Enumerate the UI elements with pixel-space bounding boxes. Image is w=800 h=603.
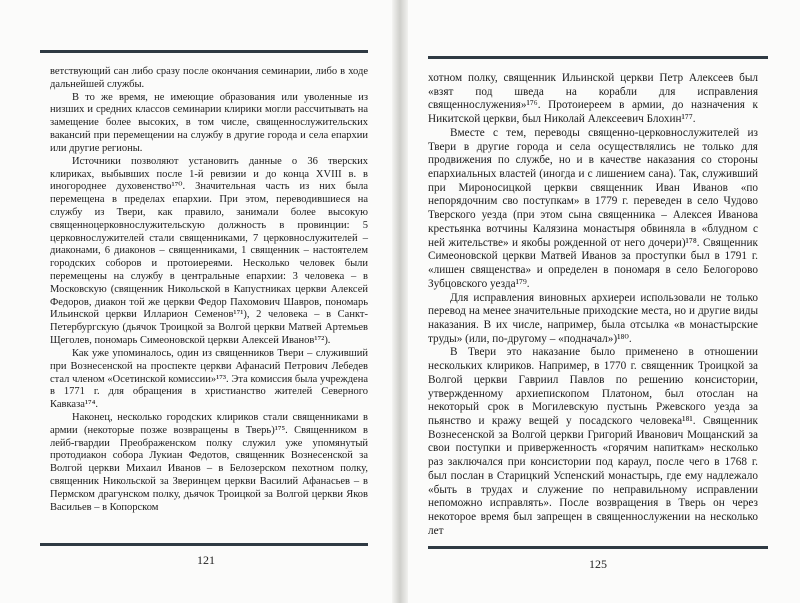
- paragraph: ветствующий сан либо сразу после окончания семинарии, либо в ходе дальнейшей службы.: [50, 66, 368, 90]
- paragraph: Для исправления виновных архиереи использовали не только перевод на менее значительные приходские места, но и другие виды наказания. В их числе, например, была отсылка «в монастырские труды» (или, по-другому – «подначал»)¹⁸⁰.: [428, 291, 758, 345]
- paragraph: Источники позволяют установить данные о 36 тверских клириках, выбывших после 1-й ревизии и до конца XVIII в. в иногороднее духовенство¹⁷⁰. Значительная часть из них была перемещена в пределах епархии. При этом, переводившиеся на службу из Твери, как правило, занимали более высокую священноцерковнослужительскую должность в провинции: 5 церковнослужителей стали священниками, 7 церковнослужителей – диаконами, 6 диаконов – священниками, 1 священник – настоятелем городских соборов и протоиереями. Несколько человек были перемещены на службу в центральные епархии: 3 человека – в Московскую (священник Никольской в Капустниках церкви Алексей Федоров, диакон той же церкви Федор Пахомович Шавров, пономарь Ильинской церкви Илларион Семенов¹⁷¹), 2 человека – в Санкт-Петербургскую (дьячок Троицкой за Волгой церкви Матвей Артемьев Щеголев, пономарь Симеоновской церкви Алексей Иванов¹⁷²).: [50, 155, 368, 347]
- paragraph: В Твери это наказание было применено в отношении нескольких клириков. Например, в 1770 г. священник Троицкой за Волгой церкви Гавриил Павлов по решению консистории, утвержденному архиепископом Платоном, был отослан на некоторый срок в Могилевскую пустынь Ржевского уезда за пьянство и кражу вещей у посадского человека¹⁸¹. Священник Вознесенской за Волгой церкви Григорий Иванович Мощанский за свои поступки и приверженность «горячим напиткам» несколько раз заключался при консистории под караул, после чего в 1768 г. был послан в Старицкий Успенский монастырь, где ему надлежало «быть в трудах и служение по неправильному исправлении непоможно исправлять». После возвращения в Тверь он через некоторое время был запрещен в священнослужении на несколько лет: [428, 346, 758, 537]
- top-rule: [428, 56, 768, 59]
- bottom-rule: [428, 546, 768, 549]
- page-number: 121: [197, 553, 215, 567]
- left-page-text: [50, 66, 368, 514]
- bottom-rule: [40, 543, 368, 546]
- left-page: [0, 0, 392, 603]
- right-page-text: [428, 72, 758, 538]
- paragraph: В то же время, не имеющие образования или уволенные из низших и средних классов семинарии клирики могли рассчитывать на замещение более высоких, в том числе, священнослужительских вакансий при перемещении на службу в другие города и села епархии или другие регионы.: [50, 91, 368, 154]
- paragraph: Как уже упоминалось, один из священников Твери – служивший при Вознесенской на проспекте церкви Афанасий Петрович Лебедев стал членом «Осетинской комиссии»¹⁷³. Эта комиссия была учреждена в 1771 г. для обращения в христианство жителей Северного Кавказа¹⁷⁴.: [50, 347, 368, 411]
- paragraph: Наконец, несколько городских клириков стали священниками в армии (некоторые позже возвращены в Тверь)¹⁷⁵. Священником в лейб-гвардии Преображенском полку служил уже упомянутый протодиакон собора Лукиан Федотов, священник Вознесенской за Волгой церкви Михаил Иванов – в Белозерском пехотном полку, священник Никольской за Зверинцем церкви Василий Афанасьев – в Пермском драгунском полку, дьячок Троицкой за Волгой церкви Яков Васильев – в Копорском: [50, 411, 368, 513]
- book-gutter: [392, 0, 408, 603]
- paragraph: хотном полку, священник Ильинской церкви Петр Алексеев был «взят под шведа на корабли для исправления священнослужения»¹⁷⁶. Протоиереем в армии, до назначения к Никитской церкви, был Николай Алексеевич Блохин¹⁷⁷.: [428, 72, 758, 126]
- page-number: 125: [589, 557, 607, 571]
- top-rule: [40, 50, 368, 53]
- paragraph: Вместе с тем, переводы священно-церковнослужителей из Твери в другие города и села осуществлялись не только для продвижения по службе, но и в качестве наказания со стороны епархиальных властей (иногда и с лишением сана). Так, служивший при Мироносицкой церкви священник Иван Иванов «по непорядочним сво поступкам» в 1779 г. переведен в село Чудово Тверского уезда (при этом сына священника – Алексея Иванова крестьянка вотчины Калязина монастыря обвиняла в «блудном с ней жительстве» и якобы рожденной от него дочери)¹⁷⁸. Священник Симеоновской церкви Матвей Иванов за проступки был в 1791 г. «лишен священства» и определен в пономаря в село Белогорово Зубцовского уезда¹⁷⁹.: [428, 126, 758, 290]
- right-page: [408, 0, 800, 603]
